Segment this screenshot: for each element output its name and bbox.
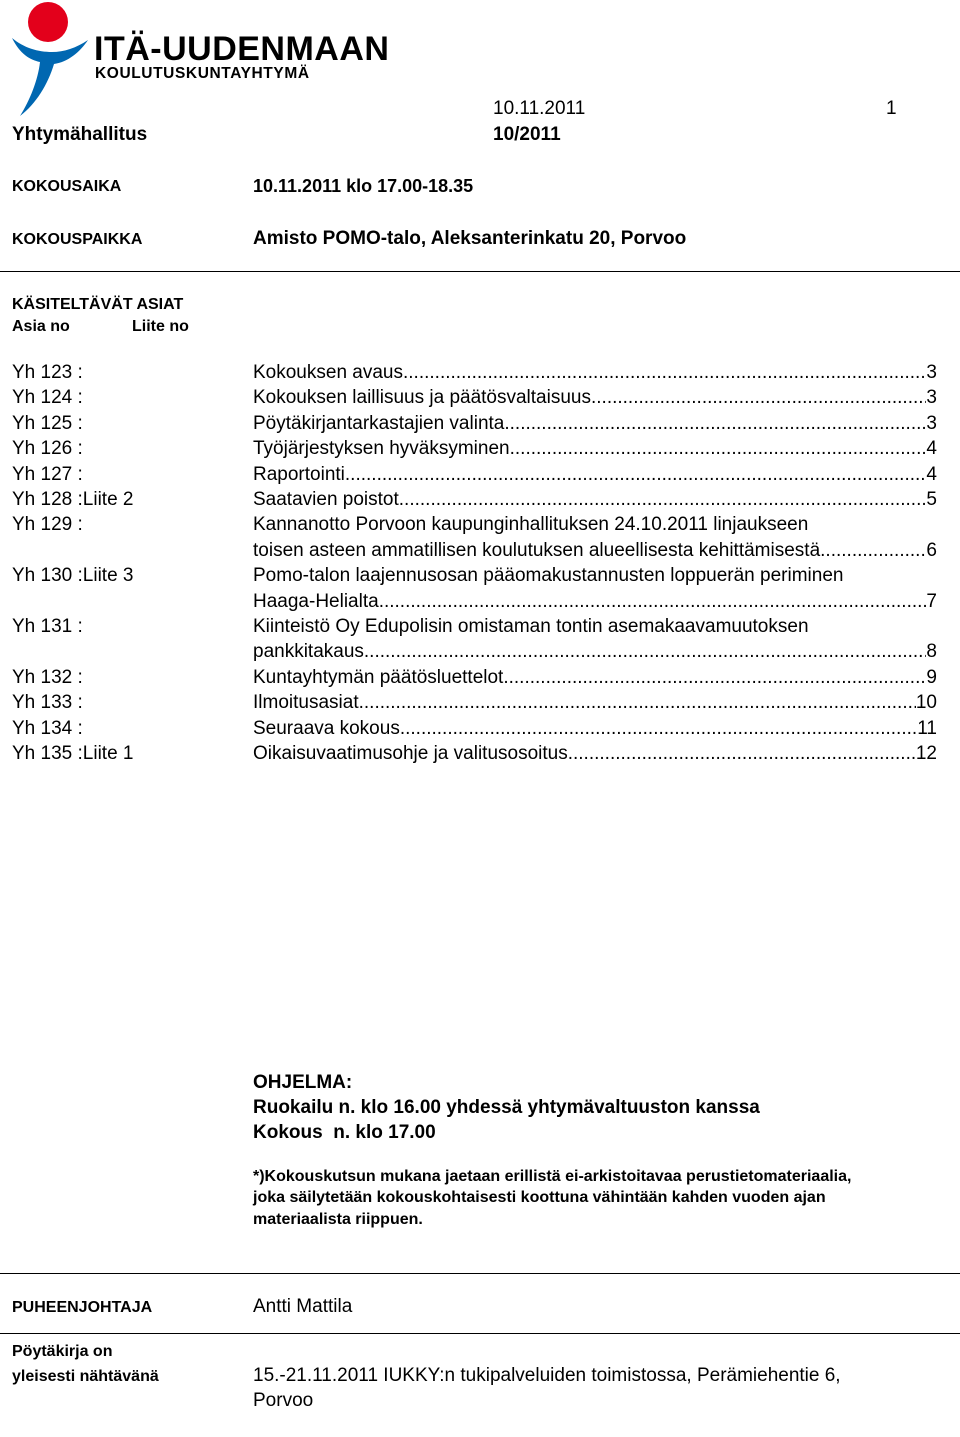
agenda-item [12, 436, 937, 461]
chair-value: Antti Mattila [253, 1296, 353, 1317]
header-org: Yhtymähallitus [12, 124, 148, 145]
agenda-item-page: 11 [917, 717, 937, 739]
agenda-item-code: Yh 130 :Liite 3 [12, 565, 134, 587]
agenda-item-page: 10 [915, 692, 937, 714]
public-value-line2: Porvoo [253, 1390, 314, 1411]
agenda-item-page: 4 [926, 438, 937, 460]
agenda-item [12, 487, 937, 512]
header-page-number: 1 [886, 98, 897, 119]
agenda-item-code: Yh 124 : [12, 387, 83, 409]
agenda-item-code: Yh 128 :Liite 2 [12, 488, 134, 510]
agenda-item-title: Kiinteistö Oy Edupolisin omistaman tontin asemakaavamuutoksen [253, 615, 809, 637]
chair-label: PUHEENJOHTAJA [12, 1299, 153, 1316]
agenda-item-code: Yh 131 : [12, 615, 83, 637]
agenda-item-title: Raportointi [253, 463, 345, 485]
agenda-item-code: Yh 132 : [12, 666, 83, 688]
agenda-item [12, 665, 937, 690]
agenda-item-title: Saatavien poistot [253, 488, 399, 510]
agenda-item-title-cont: pankkitakaus [253, 641, 364, 663]
agenda-item-page: 7 [926, 590, 937, 612]
agenda-item-page: 4 [926, 463, 937, 485]
agenda-item [12, 512, 937, 563]
agenda-item [12, 716, 937, 741]
logo-name-line1: ITÄ-UUDENMAAN [94, 30, 390, 68]
agenda-item-page: 9 [926, 666, 937, 688]
program-note-line1: *)Kokouskutsun mukana jaetaan erillistä ei-arkistoitavaa perustietomateriaalia, [253, 1168, 852, 1185]
agenda-item-code: Yh 129 : [12, 514, 83, 536]
agenda-item-code: Yh 135 :Liite 1 [12, 742, 134, 764]
logo-name-line2: KOULUTUSKUNTAYHTYMÄ [95, 65, 310, 82]
program-line-meeting: Kokous n. klo 17.00 [253, 1122, 436, 1143]
agenda-col-asia: Asia no [12, 318, 70, 335]
agenda-item-title: Pomo-talon laajennusosan pääomakustannusten loppuerän periminen [253, 565, 844, 587]
agenda-item-title: Kokouksen avaus [253, 362, 403, 383]
agenda-item-title: Kuntayhtymän päätösluettelot [253, 666, 504, 688]
agenda-item [12, 462, 937, 487]
agenda-item-title-cont: toisen asteen ammatillisen koulutuksen alueellisesta kehittämisestä [253, 539, 821, 561]
agenda-item-page: 8 [926, 641, 937, 663]
agenda-heading: KÄSITELTÄVÄT ASIAT [12, 296, 184, 313]
agenda-item-code: Yh 133 : [12, 692, 83, 714]
meeting-time-value: 10.11.2011 klo 17.00-18.35 [253, 176, 474, 196]
agenda-item-page: 5 [926, 488, 937, 510]
agenda-item-page: 3 [926, 362, 937, 383]
agenda-item-code: Yh 125 : [12, 412, 83, 434]
agenda-item-code: Yh 123 : [12, 362, 83, 383]
divider-footer [0, 1333, 960, 1334]
public-label-line1: Pöytäkirja on [12, 1343, 113, 1360]
program-note-line3: materiaalista riippuen. [253, 1211, 423, 1228]
agenda-item-code: Yh 126 : [12, 438, 83, 460]
agenda-item-code: Yh 134 : [12, 717, 83, 739]
agenda-item [12, 411, 937, 436]
meeting-place-label: KOKOUSPAIKKA [12, 231, 143, 248]
agenda-item [12, 741, 937, 766]
agenda-item [12, 690, 937, 715]
agenda-item-page: 12 [915, 742, 937, 764]
agenda-item-code: Yh 127 : [12, 463, 83, 485]
agenda-item-page: 3 [926, 387, 937, 409]
agenda-item-title: Pöytäkirjantarkastajien valinta [253, 412, 505, 434]
agenda-item [12, 563, 937, 614]
agenda-col-liite: Liite no [132, 318, 189, 335]
agenda-item-page: 3 [926, 412, 937, 434]
agenda-item-title-cont: Haaga-Helialta [253, 590, 379, 612]
agenda-item-title: Oikaisuvaatimusohje ja valitusosoitus [253, 742, 568, 764]
logo [8, 0, 390, 118]
agenda-item-title: Seuraava kokous [253, 717, 400, 739]
public-label-line2: yleisesti nähtävänä [12, 1368, 159, 1385]
agenda-item [12, 360, 937, 385]
logo-figure-icon [8, 0, 98, 118]
program-heading: OHJELMA: [253, 1072, 353, 1093]
header-meeting-number: 10/2011 [493, 124, 561, 145]
agenda-list [12, 360, 937, 766]
agenda-item [12, 614, 937, 665]
agenda-item-page: 6 [926, 539, 937, 561]
program-line-lunch: Ruokailu n. klo 16.00 yhdessä yhtymävaltuuston kanssa [253, 1097, 760, 1118]
agenda-item-title: Kannanotto Porvoon kaupunginhallituksen 24.10.2011 linjaukseen [253, 514, 809, 536]
header-date: 10.11.2011 [493, 98, 586, 119]
program-note-line2: joka säilytetään kokouskohtaisesti koottuna vähintään kahden vuoden ajan [253, 1189, 826, 1206]
divider-top [0, 271, 960, 272]
agenda-item-title: Työjärjestyksen hyväksyminen [253, 438, 510, 460]
divider-bottom [0, 1273, 960, 1274]
agenda-item [12, 385, 937, 410]
public-value-line1: 15.-21.11.2011 IUKKY:n tukipalveluiden toimistossa, Perämiehentie 6, [253, 1365, 841, 1386]
meeting-place-value: Amisto POMO-talo, Aleksanterinkatu 20, Porvoo [253, 228, 687, 249]
meeting-time-label: KOKOUSAIKA [12, 178, 122, 195]
agenda-item-title: Kokouksen laillisuus ja päätösvaltaisuus [253, 387, 591, 409]
agenda-item-title: Ilmoitusasiat [253, 692, 359, 714]
